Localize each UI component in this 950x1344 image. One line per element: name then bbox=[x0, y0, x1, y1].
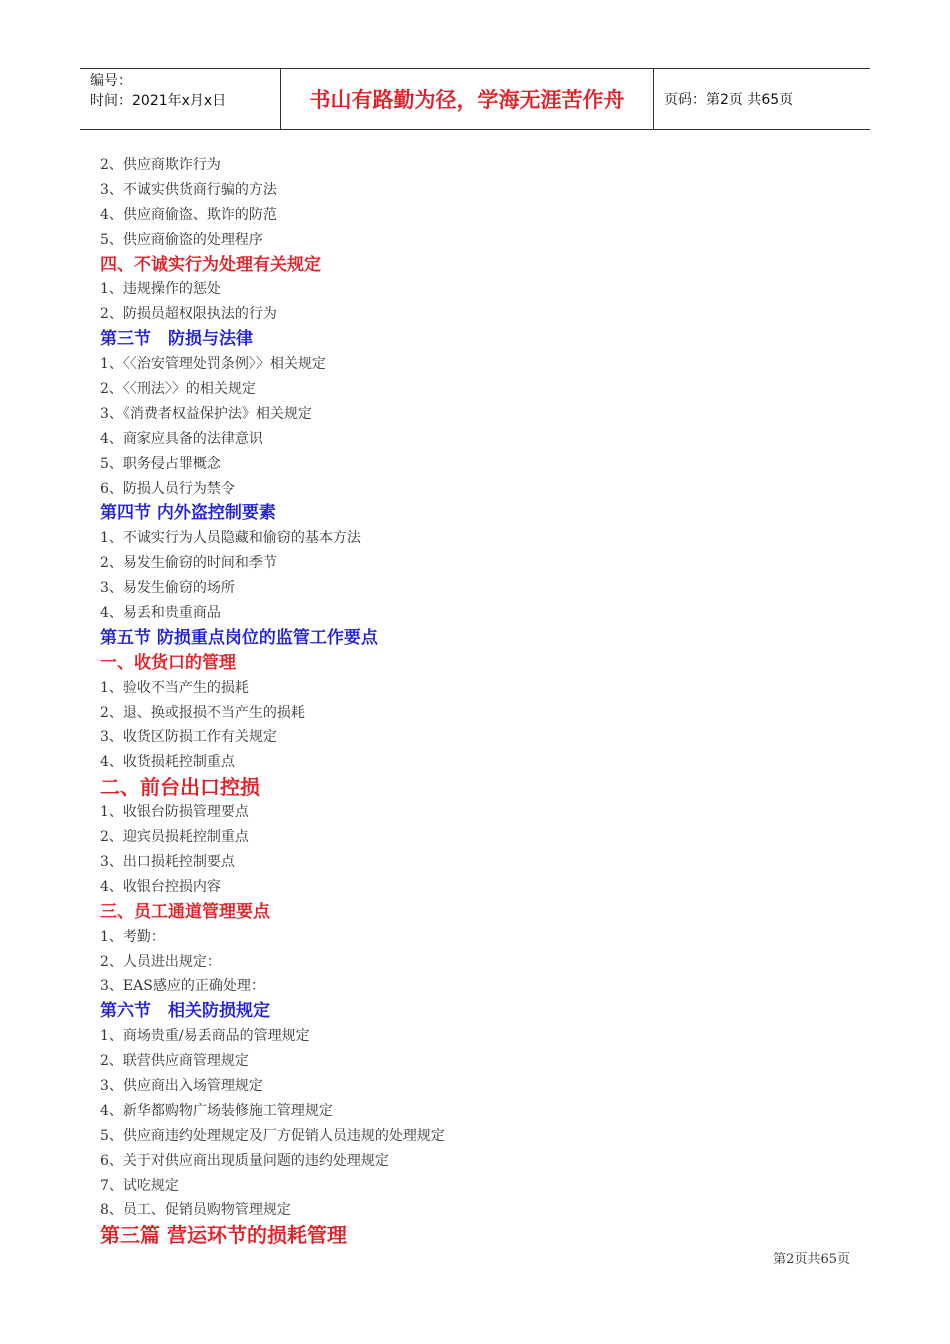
header-motto: 书山有路勤为径，学海无涯苦作舟 bbox=[281, 69, 654, 129]
outline-item: 3、《消费者权益保护法》相关规定 bbox=[100, 405, 312, 422]
outline-item: 4、收货损耗控制重点 bbox=[100, 754, 235, 771]
header-meta bbox=[80, 69, 281, 129]
document-number-label: 编号： bbox=[90, 73, 132, 89]
outline-item: 4、收银台控损内容 bbox=[100, 878, 221, 895]
outline-item: 2、〈〈刑法〉〉的相关规定 bbox=[100, 381, 256, 398]
page-footer: 第2页共65页 bbox=[773, 1252, 850, 1267]
section-heading: 三、员工通道管理要点 bbox=[100, 901, 270, 922]
section-heading: 二、前台出口控损 bbox=[100, 775, 260, 800]
outline-item: 2、退、换或报损不当产生的损耗 bbox=[100, 704, 305, 721]
outline-item: 3、出口损耗控制要点 bbox=[100, 853, 235, 870]
outline-item: 1、〈〈治安管理处罚条例〉〉相关规定 bbox=[100, 356, 326, 373]
outline-item: 3、供应商出入场管理规定 bbox=[100, 1077, 263, 1094]
section-heading: 第五节 防损重点岗位的监管工作要点 bbox=[100, 627, 378, 648]
outline-item: 1、收银台防损管理要点 bbox=[100, 804, 249, 821]
section-heading: 第三节 防损与法律 bbox=[100, 329, 253, 350]
outline-item: 2、人员进出规定： bbox=[100, 953, 221, 970]
outline-item: 4、易丢和贵重商品 bbox=[100, 605, 221, 622]
outline-item: 3、EAS感应的正确处理： bbox=[100, 978, 265, 995]
outline-item: 1、验收不当产生的损耗 bbox=[100, 679, 249, 696]
section-heading: 第三篇 营运环节的损耗管理 bbox=[100, 1223, 347, 1248]
outline-item: 2、迎宾员损耗控制重点 bbox=[100, 829, 249, 846]
outline-item: 4、新华都购物广场装修施工管理规定 bbox=[100, 1102, 333, 1119]
section-heading: 一、收货口的管理 bbox=[100, 652, 236, 673]
outline-item: 3、不诚实供货商行骗的方法 bbox=[100, 181, 277, 198]
outline-item: 5、供应商违约处理规定及厂方促销人员违规的处理规定 bbox=[100, 1127, 445, 1144]
outline-item: 1、不诚实行为人员隐藏和偷窃的基本方法 bbox=[100, 530, 361, 547]
outline-item: 1、考勤： bbox=[100, 928, 165, 945]
section-heading: 四、不诚实行为处理有关规定 bbox=[100, 254, 321, 275]
outline-item: 2、供应商欺诈行为 bbox=[100, 157, 221, 173]
outline-item: 8、员工、促销员购物管理规定 bbox=[100, 1202, 291, 1219]
section-heading: 第四节 内外盗控制要素 bbox=[100, 503, 276, 524]
outline-item: 7、试吃规定 bbox=[100, 1177, 179, 1194]
document-time-label: 时间：2021年x月x日 bbox=[90, 93, 227, 109]
outline-item: 4、供应商偷盗、欺诈的防范 bbox=[100, 206, 277, 223]
outline-item: 1、商场贵重/易丢商品的管理规定 bbox=[100, 1028, 310, 1045]
section-heading: 第六节 相关防损规定 bbox=[100, 1001, 270, 1022]
outline-item: 3、收货区防损工作有关规定 bbox=[100, 729, 277, 746]
outline-item: 3、易发生偷窃的场所 bbox=[100, 580, 235, 597]
outline-item: 2、联营供应商管理规定 bbox=[100, 1053, 249, 1070]
outline-item: 6、关于对供应商出现质量问题的违约处理规定 bbox=[100, 1152, 389, 1169]
outline-item: 6、防损人员行为禁令 bbox=[100, 480, 235, 497]
outline-item: 1、违规操作的惩处 bbox=[100, 281, 221, 298]
outline-item: 2、易发生偷窃的时间和季节 bbox=[100, 555, 277, 572]
outline-item: 5、职务侵占罪概念 bbox=[100, 455, 221, 472]
outline-item: 2、防损员超权限执法的行为 bbox=[100, 306, 277, 323]
page-header bbox=[80, 68, 870, 130]
outline-item: 4、商家应具备的法律意识 bbox=[100, 430, 263, 447]
header-page-number: 页码：第2页 共65页 bbox=[664, 92, 794, 108]
document-body bbox=[100, 153, 860, 1248]
outline-item: 5、供应商偷盗的处理程序 bbox=[100, 231, 263, 248]
